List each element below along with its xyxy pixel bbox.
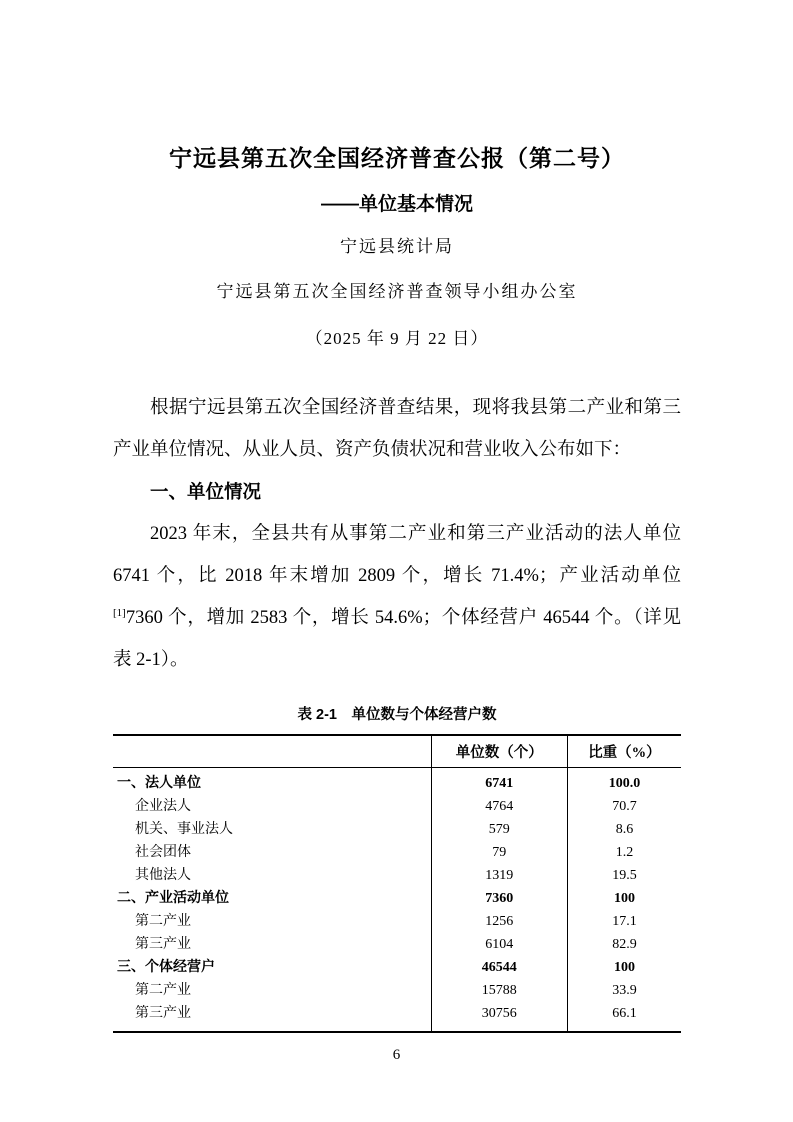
- header-cell-count: 单位数（个）: [431, 735, 567, 767]
- row-share-percent: 100: [567, 956, 681, 979]
- row-share-percent: 19.5: [567, 864, 681, 887]
- paragraph-text-pre: 2023 年末，全县共有从事第二产业和第三产业活动的法人单位 6741 个，比 2018 年末增加 2809 个，增长 71.4%；产业活动单位: [113, 524, 681, 586]
- row-label: 第二产业: [135, 982, 191, 998]
- row-label: 第二产业: [135, 913, 191, 929]
- document-title: 宁远县第五次全国经济普查公报（第二号）: [169, 145, 625, 171]
- row-share-percent: 100: [567, 887, 681, 910]
- row-label: 第三产业: [135, 936, 191, 952]
- row-unit-count: 6104: [431, 933, 567, 956]
- table-header: [113, 735, 681, 767]
- paragraph-text-post: 7360 个，增加 2583 个，增长 54.6%；个体经营户 46544 个。（详见表 2-1）。: [113, 608, 681, 670]
- section-heading: 一、单位情况: [150, 481, 262, 502]
- table-row: [113, 910, 681, 933]
- row-share-percent: 70.7: [567, 795, 681, 818]
- row-unit-count: 4764: [431, 795, 567, 818]
- row-label: 二、产业活动单位: [117, 890, 229, 906]
- row-unit-count: 6741: [431, 767, 567, 795]
- row-label: 其他法人: [135, 867, 191, 883]
- row-unit-count: 46544: [431, 956, 567, 979]
- row-share-percent: 66.1: [567, 1002, 681, 1032]
- table-row: [113, 795, 681, 818]
- row-label: 社会团体: [135, 844, 191, 860]
- table-header-row: [113, 735, 681, 767]
- document-subtitle: ——单位基本情况: [320, 194, 473, 215]
- statistics-paragraph: [113, 513, 681, 681]
- table-row: [113, 933, 681, 956]
- row-share-percent: 82.9: [567, 933, 681, 956]
- row-unit-count: 79: [431, 841, 567, 864]
- row-unit-count: 7360: [431, 887, 567, 910]
- row-share-percent: 1.2: [567, 841, 681, 864]
- row-share-percent: 17.1: [567, 910, 681, 933]
- row-label: 机关、事业法人: [135, 821, 233, 837]
- units-statistics-table: [113, 734, 681, 1033]
- issuing-organization: 宁远县第五次全国经济普查领导小组办公室: [216, 282, 578, 301]
- row-unit-count: 15788: [431, 979, 567, 1002]
- table-row: [113, 956, 681, 979]
- table-row: [113, 887, 681, 910]
- table-row: [113, 841, 681, 864]
- row-unit-count: 1319: [431, 864, 567, 887]
- intro-paragraph: 根据宁远县第五次全国经济普查结果，现将我县第二产业和第三产业单位情况、从业人员、资产负债状况和营业收入公布如下：: [113, 398, 681, 460]
- row-share-percent: 100.0: [567, 767, 681, 795]
- row-unit-count: 1256: [431, 910, 567, 933]
- table-body: [113, 767, 681, 1032]
- row-label: 第三产业: [135, 1005, 191, 1021]
- row-unit-count: 579: [431, 818, 567, 841]
- row-label: 三、个体经营户: [117, 959, 215, 975]
- row-share-percent: 33.9: [567, 979, 681, 1002]
- row-share-percent: 8.6: [567, 818, 681, 841]
- row-label: 一、法人单位: [117, 775, 201, 791]
- table-row: [113, 767, 681, 795]
- header-cell-label: [113, 735, 431, 767]
- footnote-reference: [1]: [113, 606, 126, 619]
- publication-date: （2025 年 9 月 22 日）: [305, 329, 489, 348]
- header-cell-share: 比重（%）: [567, 735, 681, 767]
- row-unit-count: 30756: [431, 1002, 567, 1032]
- table-caption: 表 2-1 单位数与个体经营户数: [297, 707, 497, 723]
- table-row: [113, 818, 681, 841]
- table-row: [113, 1002, 681, 1032]
- table-row: [113, 864, 681, 887]
- page-number: 6: [392, 1047, 401, 1063]
- table-row: [113, 979, 681, 1002]
- issuing-agency: 宁远县统计局: [340, 237, 454, 256]
- row-label: 企业法人: [135, 798, 191, 814]
